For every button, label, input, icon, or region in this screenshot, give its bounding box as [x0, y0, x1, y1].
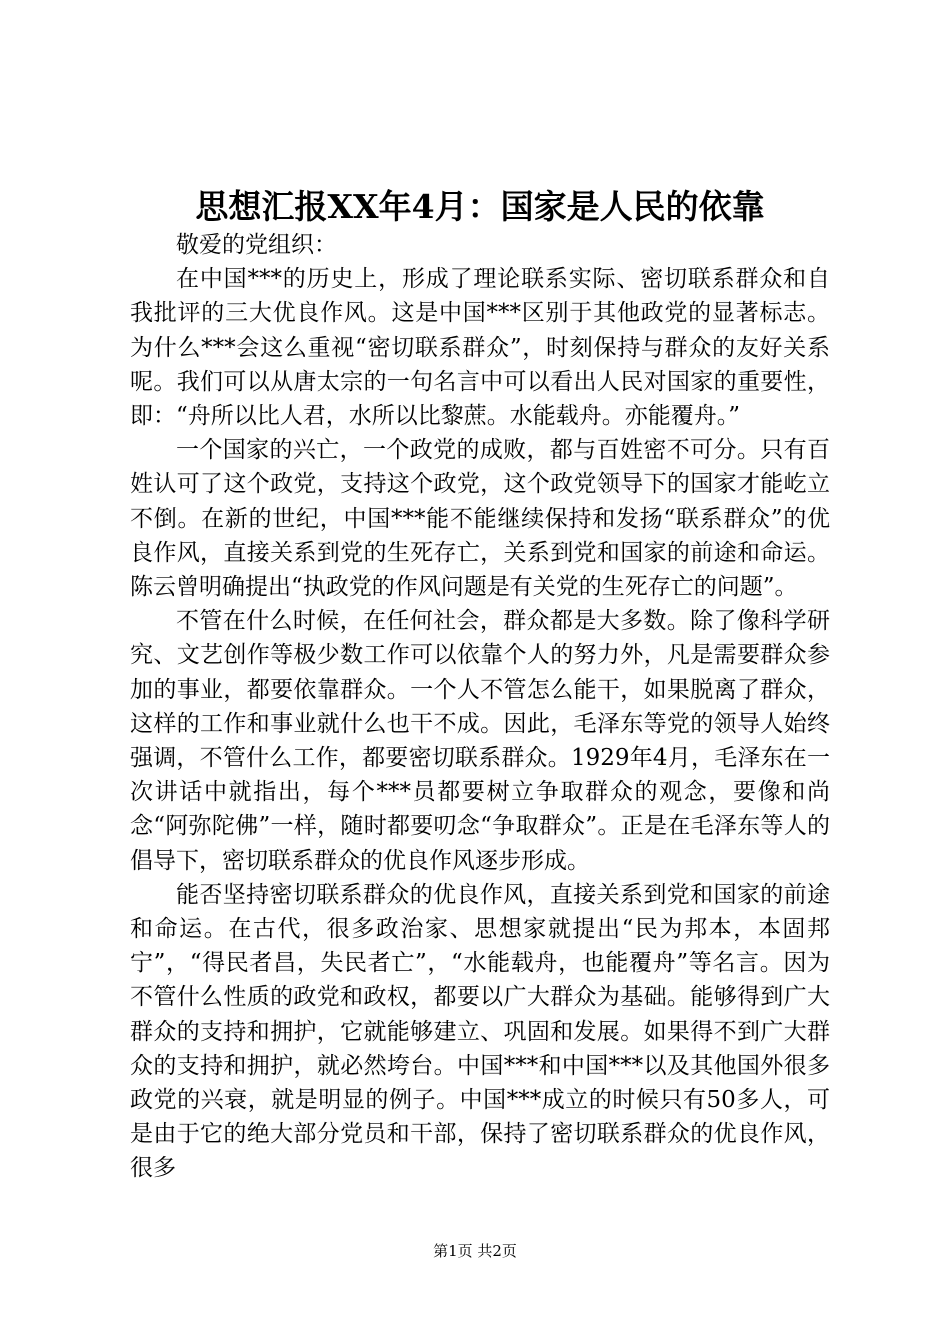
- page-number-footer: 第1页 共2页: [433, 1242, 517, 1260]
- paragraph-4: 能否坚持密切联系群众的优良作风，直接关系到党和国家的前途和命运。在古代，很多政治家、思想家就提出“民为邦本，本固邦宁”，“得民者昌，失民者亡”，“水能载舟，也能覆舟”等名言。因为不管什么性质的政党和政权，都要以广大群众为基础。能够得到广大群众的支持和拥护，它就能够建立、巩固和发展。如果得不到广大群众的支持和拥护，就必然垮台。中国***和中国***以及其他国外很多政党的兴衰，就是明显的例子。中国***成立的时候只有50多人，可是由于它的绝大部分党员和干部，保持了密切联系群众的优良作风，很多: [130, 881, 830, 1182]
- document-title: 思想汇报XX年4月：国家是人民的依靠: [195, 187, 765, 226]
- paragraph-2: 一个国家的兴亡，一个政党的成败，都与百姓密不可分。只有百姓认可了这个政党，支持这个政党，这个政党领导下的国家才能屹立不倒。在新的世纪，中国***能不能继续保持和发扬“联系群众”的优良作风，直接关系到党的生死存亡，关系到党和国家的前途和命运。陈云曾明确提出“执政党的作风问题是有关党的生死存亡的问题”。: [130, 437, 830, 601]
- paragraph-3: 不管在什么时候，在任何社会，群众都是大多数。除了像科学研究、文艺创作等极少数工作可以依靠个人的努力外，凡是需要群众参加的事业，都要依靠群众。一个人不管怎么能干，如果脱离了群众，这样的工作和事业就什么也干不成。因此，毛泽东等党的领导人始终强调，不管什么工作，都要密切联系群众。1929年4月，毛泽东在一次讲话中就指出，每个***员都要树立争取群众的观念，要像和尚念“阿弥陀佛”一样，随时都要叨念“争取群众”。正是在毛泽东等人的倡导下，密切联系群众的优良作风逐步形成。: [130, 608, 830, 874]
- paragraph-1: 在中国***的历史上，形成了理论联系实际、密切联系群众和自我批评的三大优良作风。这是中国***区别于其他政党的显著标志。为什么***会这么重视“密切联系群众”，时刻保持与群众的友好关系呢。我们可以从唐太宗的一句名言中可以看出人民对国家的重要性，即：“舟所以比人君，水所以比黎蔗。水能载舟。亦能覆舟。”: [130, 266, 830, 430]
- document-body: [130, 228, 830, 1186]
- salutation: 敬爱的党组织：: [176, 232, 337, 258]
